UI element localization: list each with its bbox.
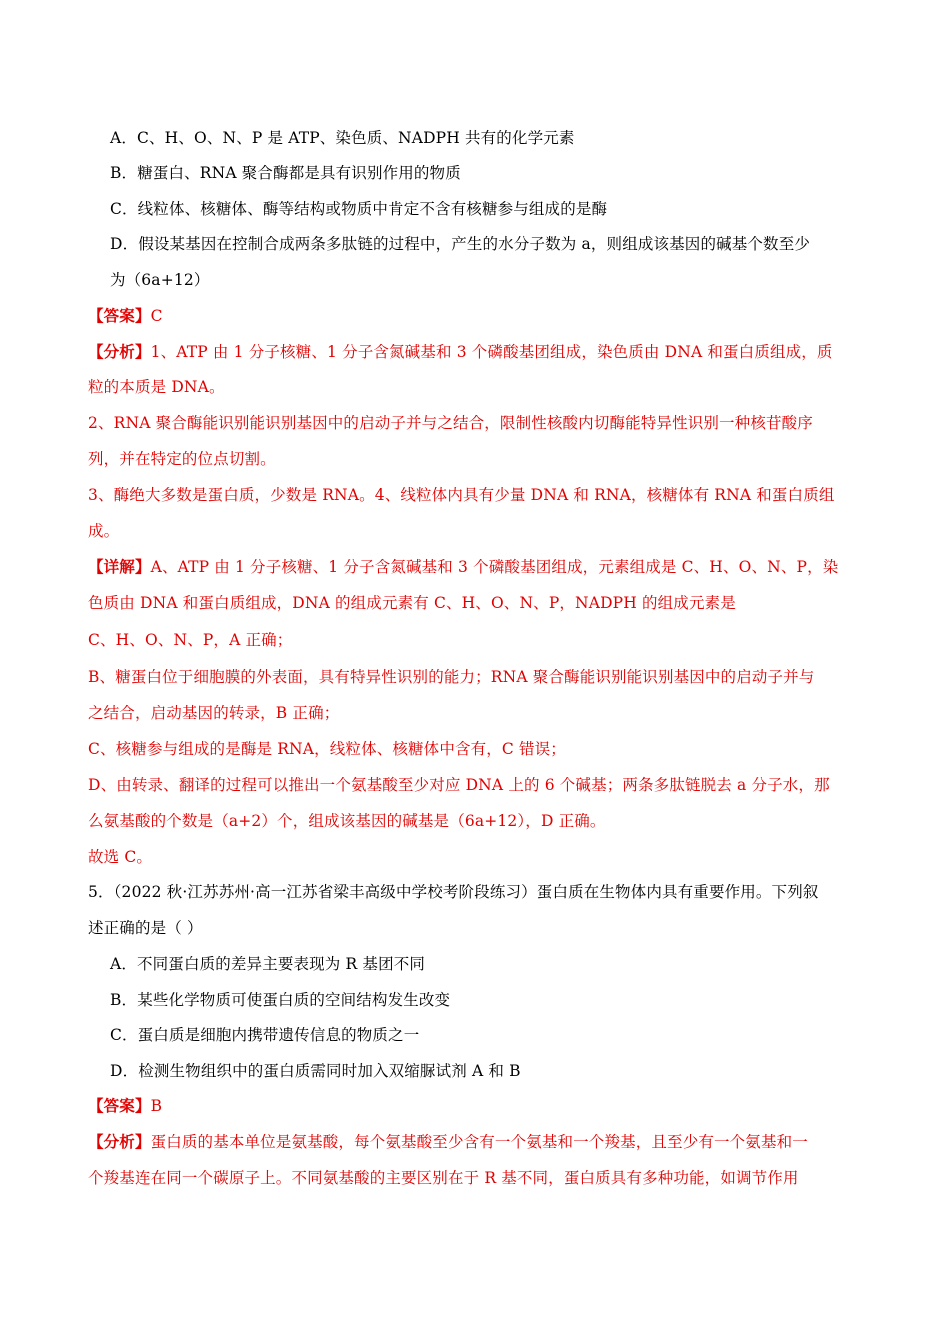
q5-stem: 5．（2022 秋·江苏苏州·高一江苏省梁丰高级中学校考阶段练习）蛋白质在生物体内具有重要作用。下列叙 — [88, 883, 819, 901]
q4-option-c: C．线粒体、核糖体、酶等结构或物质中肯定不含有核糖参与组成的是酶 — [110, 200, 608, 218]
q4-detail-line — [88, 557, 838, 577]
q4-detail-line: D、由转录、翻译的过程可以推出一个氨基酸至少对应 DNA 上的 6 个碱基；两条多肽链脱去 a 分子水，那 — [88, 776, 830, 794]
q4-analysis-line: 2、RNA 聚合酶能识别能识别基因中的启动子并与之结合，限制性核酸内切酶能特异性识别一种核苷酸序 — [88, 414, 813, 432]
q4-answer-line — [88, 306, 163, 326]
q5-stem-cont: 述正确的是（ ） — [88, 919, 203, 937]
analysis-tag: 【分析】 — [88, 342, 151, 361]
q5-analysis-line — [88, 1132, 808, 1152]
analysis-tag: 【分析】 — [88, 1132, 151, 1151]
q5-answer-value: B — [150, 1097, 163, 1115]
detail-tag: 【详解】 — [88, 557, 151, 576]
q4-analysis-line: 成。 — [88, 522, 120, 540]
q4-detail-line: 么氨基酸的个数是（a+2）个，组成该基因的碱基是（6a+12），D 正确。 — [88, 812, 606, 830]
q4-detail-line: 之结合，启动基因的转录，B 正确； — [88, 704, 340, 722]
q4-detail-line: C、H、O、N、P，A 正确； — [88, 631, 293, 649]
q5-option-b: B．某些化学物质可使蛋白质的空间结构发生改变 — [110, 991, 451, 1009]
q4-analysis-text: 1、ATP 由 1 分子核糖、1 分子含氮碱基和 3 个磷酸基团组成，染色质由 DNA 和蛋白质组成，质 — [150, 343, 833, 361]
q5-option-c: C．蛋白质是细胞内携带遗传信息的物质之一 — [110, 1026, 420, 1044]
q4-answer-value: C — [150, 307, 163, 325]
q5-answer-line — [88, 1096, 162, 1116]
q5-option-d: D．检测生物组织中的蛋白质需同时加入双缩脲试剂 A 和 B — [110, 1062, 521, 1080]
q4-detail-line: B、糖蛋白位于细胞膜的外表面，具有特异性识别的能力；RNA 聚合酶能识别能识别基因中的启动子并与 — [88, 668, 815, 686]
q5-option-a: A．不同蛋白质的差异主要表现为 R 基团不同 — [110, 955, 426, 973]
q4-conclusion: 故选 C。 — [88, 848, 153, 866]
q4-detail-text: A、ATP 由 1 分子核糖、1 分子含氮碱基和 3 个磷酸基团组成，元素组成是 C、H、O、N、P，染 — [150, 558, 839, 576]
q4-analysis-line: 3、酶绝大多数是蛋白质，少数是 RNA。4、线粒体内具有少量 DNA 和 RNA，核糖体有 RNA 和蛋白质组 — [88, 486, 835, 504]
q4-option-a: A．C、H、O、N、P 是 ATP、染色质、NADPH 共有的化学元素 — [110, 129, 575, 147]
q4-analysis-line: 粒的本质是 DNA。 — [88, 378, 225, 396]
q4-option-d: D．假设某基因在控制合成两条多肽链的过程中，产生的水分子数为 a，则组成该基因的碱基个数至少 — [110, 235, 810, 253]
answer-tag: 【答案】 — [88, 306, 151, 325]
answer-tag: 【答案】 — [88, 1096, 151, 1115]
q4-option-d-cont: 为（6a+12） — [110, 271, 210, 289]
q4-detail-line: 色质由 DNA 和蛋白质组成，DNA 的组成元素有 C、H、O、N、P，NADPH 的组成元素是 — [88, 594, 736, 612]
q5-analysis-text: 蛋白质的基本单位是氨基酸，每个氨基酸至少含有一个氨基和一个羧基，且至少有一个氨基和一 — [150, 1133, 808, 1151]
q4-analysis-line — [88, 342, 833, 362]
q4-option-b: B．糖蛋白、RNA 聚合酶都是具有识别作用的物质 — [110, 164, 461, 182]
q5-analysis-line: 个羧基连在同一个碳原子上。不同氨基酸的主要区别在于 R 基不同，蛋白质具有多种功能，如调节作用 — [88, 1169, 799, 1187]
q4-detail-line: C、核糖参与组成的是酶是 RNA，线粒体、核糖体中含有，C 错误； — [88, 740, 566, 758]
q4-analysis-line: 列，并在特定的位点切割。 — [88, 450, 276, 468]
